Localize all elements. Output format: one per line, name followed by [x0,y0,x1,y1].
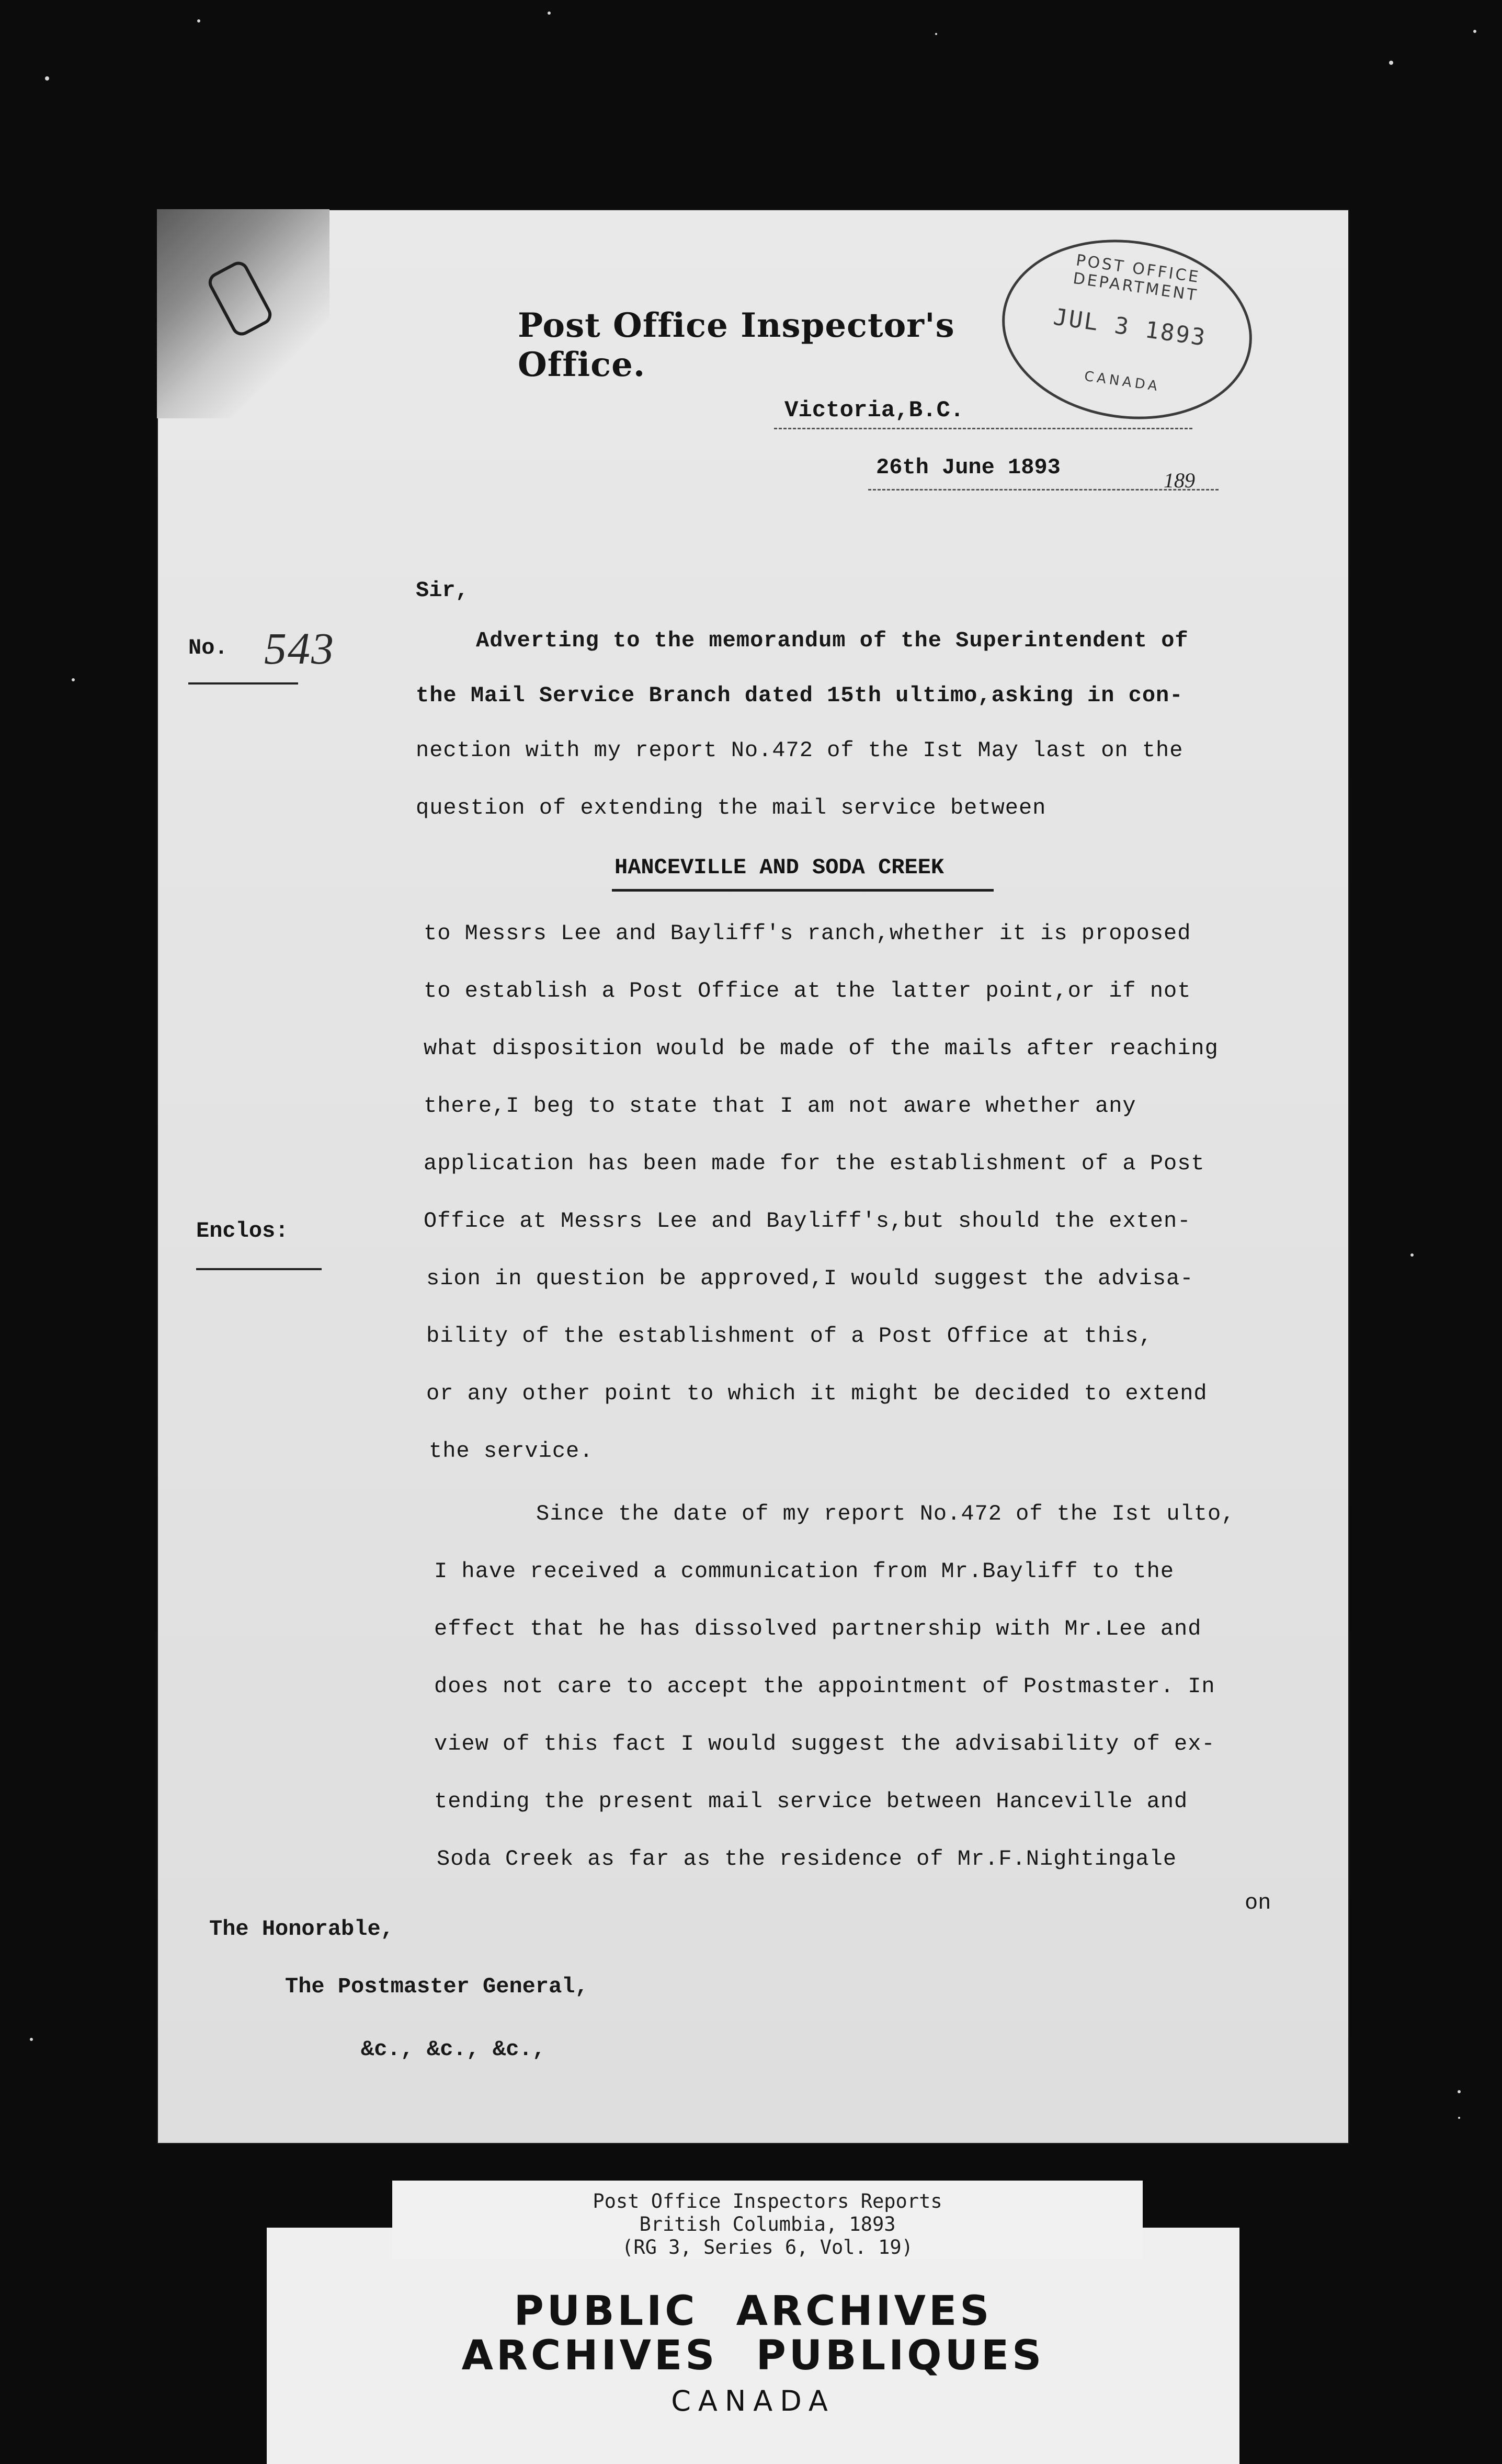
archives-label-card [267,2228,1239,2464]
body-line: I have received a communication from Mr.Bayliff to the [434,1559,1175,1584]
collection-reference-label [392,2181,1143,2259]
body-line: Since the date of my report No.472 of the Ist ulto, [536,1501,1235,1526]
body-line: application has been made for the establishment of a Post [424,1151,1205,1176]
body-line: the Mail Service Branch dated 15th ultimo,asking in con- [416,683,1184,708]
received-date-stamp [991,224,1264,435]
place-dotted-rule [774,428,1192,429]
enclosure-label: Enclos: [196,1218,289,1244]
archives-name-french: ARCHIVES PUBLIQUES [461,2332,1045,2379]
body-line: or any other point to which it might be decided to extend [426,1381,1208,1406]
body-line: Soda Creek as far as the residence of Mr.F.Nightingale [437,1846,1177,1872]
letter-page [157,209,1349,2144]
addressee-line: &c., &c., &c., [361,2037,545,2062]
reference-number-handwritten: 543 [264,623,335,674]
body-line: view of this fact I would suggest the advisability of ex- [434,1731,1215,1756]
archives-name-english: PUBLIC ARCHIVES [514,2288,993,2335]
letterhead-title: Post Office Inspector's Office. [518,306,955,384]
collection-series: (RG 3, Series 6, Vol. 19) [622,2236,913,2258]
route-heading: HANCEVILLE AND SODA CREEK [615,855,945,880]
body-line: nection with my report No.472 of the Ist May last on the [416,738,1184,763]
stamp-date-text: JUL 3 1893 [1052,303,1209,352]
printed-year-prefix: 189 [1164,469,1195,492]
addressee-line: The Postmaster General, [285,1974,588,1999]
body-line: sion in question be approved,I would suggest the advisa- [426,1266,1194,1291]
body-line: does not care to accept the appointment of Postmaster. In [434,1674,1215,1699]
body-line: there,I beg to state that I am not aware whether any [424,1093,1136,1119]
collection-title: Post Office Inspectors Reports [593,2190,942,2212]
enclosure-underline [196,1268,322,1270]
body-line: bility of the establishment of a Post Office at this, [426,1324,1153,1349]
body-line: to establish a Post Office at the latter point,or if not [424,978,1191,1003]
stamp-department-text: POST OFFICE DEPARTMENT [1072,251,1202,305]
letter-place: Victoria,B.C. [784,397,964,424]
date-dotted-rule [868,489,1219,490]
body-line: tending the present mail service between Hanceville and [434,1789,1188,1814]
salutation: Sir, [416,578,469,603]
body-line: to Messrs Lee and Bayliff's ranch,whether it is proposed [424,921,1191,946]
body-line: Adverting to the memorandum of the Superintendent of [476,628,1189,653]
route-heading-underline [612,889,994,892]
archives-country: CANADA [671,2385,835,2417]
collection-region-year: British Columbia, 1893 [639,2213,896,2235]
body-line: Office at Messrs Lee and Bayliff's,but should the exten- [424,1208,1191,1234]
body-line: question of extending the mail service between [416,795,1046,820]
addressee-line: The Honorable, [209,1917,394,1942]
stamp-country-text: CANADA [1083,368,1162,395]
letter-date: 26th June 1893 [876,455,1061,480]
reference-label: No. [188,635,228,660]
reference-underline [188,682,298,685]
catchword: on [1245,1890,1271,1915]
body-line: the service. [429,1439,594,1464]
body-line: what disposition would be made of the mails after reaching [424,1036,1219,1061]
body-line: effect that he has dissolved partnership with Mr.Lee and [434,1616,1202,1641]
